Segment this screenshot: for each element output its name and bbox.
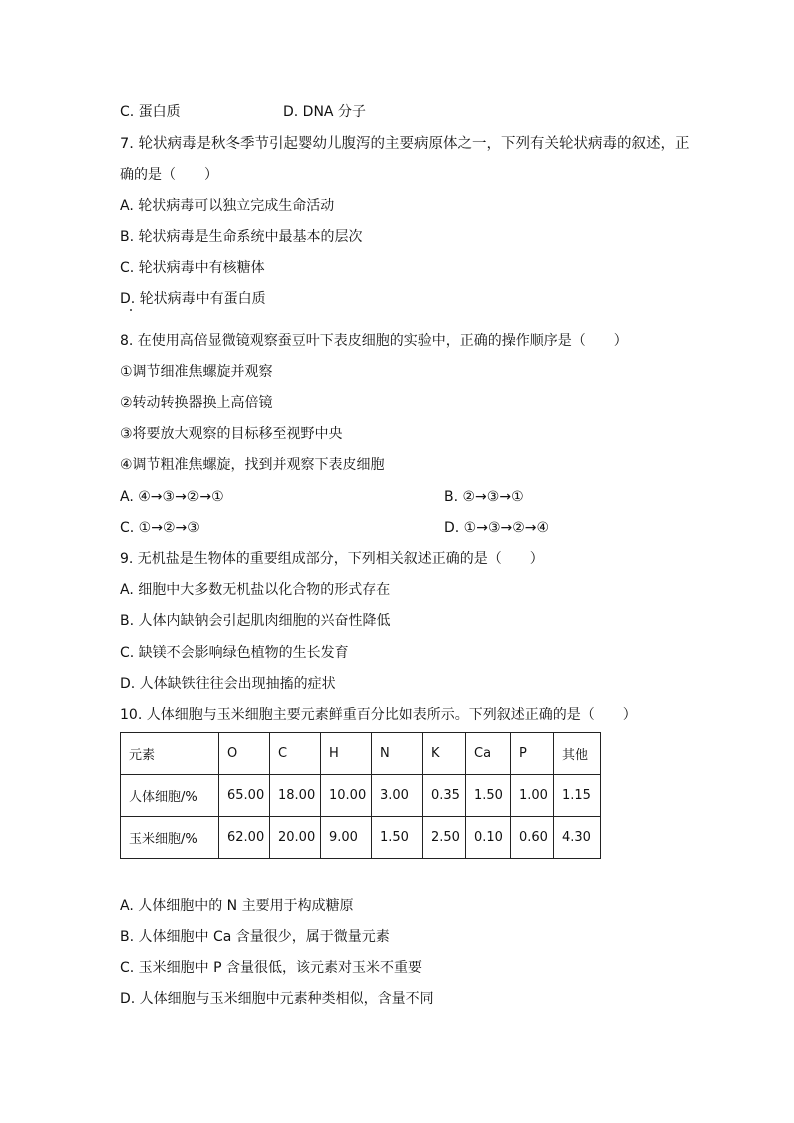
table-row: [121, 775, 601, 817]
table-cell: H: [321, 733, 372, 775]
table-cell: O: [219, 733, 270, 775]
table-cell: Ca: [466, 733, 511, 775]
q8-step-4: ④调节粗准焦螺旋，找到并观察下表皮细胞: [120, 457, 385, 473]
table-cell: 0.35: [423, 775, 466, 817]
q9-option-c: C. 缺镁不会影响绿色植物的生长发育: [120, 645, 349, 661]
table-cell: P: [511, 733, 554, 775]
q7-option-c: C. 轮状病毒中有核糖体: [120, 260, 265, 276]
table-header-row: [121, 733, 601, 775]
q9-option-a: A. 细胞中大多数无机盐以化合物的形式存在: [120, 582, 391, 598]
table-cell: 1.50: [372, 817, 423, 859]
q7-option-a: A. 轮状病毒可以独立完成生命活动: [120, 198, 335, 214]
q8-step-2: ②转动转换器换上高倍镜: [120, 395, 273, 411]
table-cell: C: [270, 733, 321, 775]
q8-option-c: C. ①→②→③: [120, 520, 200, 536]
q10-option-b: B. 人体细胞中 Ca 含量很少，属于微量元素: [120, 929, 390, 945]
table-cell: 62.00: [219, 817, 270, 859]
table-cell: 1.15: [554, 775, 601, 817]
q9-stem: 9. 无机盐是生物体的重要组成部分，下列相关叙述正确的是（ ）: [120, 551, 544, 567]
q10-option-c: C. 玉米细胞中 P 含量很低，该元素对玉米不重要: [120, 960, 423, 976]
table-cell: 0.60: [511, 817, 554, 859]
q7-stem-line1: 7. 轮状病毒是秋冬季节引起婴幼儿腹泻的主要病原体之一，下列有关轮状病毒的叙述，正: [120, 136, 690, 152]
q8-option-a: A. ④→③→②→①: [120, 489, 224, 505]
table-cell: 65.00: [219, 775, 270, 817]
table-cell: 人体细胞/%: [121, 775, 219, 817]
table-cell: K: [423, 733, 466, 775]
q7-option-b: B. 轮状病毒是生命系统中最基本的层次: [120, 229, 363, 245]
q9-option-b: B. 人体内缺钠会引起肌肉细胞的兴奋性降低: [120, 613, 391, 629]
table-cell: 其他: [554, 733, 601, 775]
table-cell: 2.50: [423, 817, 466, 859]
table-cell: 1.50: [466, 775, 511, 817]
q8-option-b: B. ②→③→①: [444, 489, 524, 505]
table-cell: 1.00: [511, 775, 554, 817]
table-cell: 9.00: [321, 817, 372, 859]
q8-option-d: D. ①→③→②→④: [444, 520, 550, 536]
table-cell: 18.00: [270, 775, 321, 817]
q10-option-a: A. 人体细胞中的 N 主要用于构成糖原: [120, 898, 354, 914]
q6-options-row: [120, 102, 366, 122]
q6-option-d: D. DNA 分子: [283, 104, 366, 120]
table-row: [121, 817, 601, 859]
table-cell: 0.10: [466, 817, 511, 859]
table-cell: 3.00: [372, 775, 423, 817]
q8-step-1: ①调节细准焦螺旋并观察: [120, 364, 273, 380]
table-cell: 元素: [121, 733, 219, 775]
q10-option-d: D. 人体细胞与玉米细胞中元素种类相似，含量不同: [120, 991, 434, 1007]
table-cell: 玉米细胞/%: [121, 817, 219, 859]
element-table: [120, 732, 601, 859]
q7-stem-line2: 确的是（ ）: [120, 167, 218, 183]
q8-step-3: ③将要放大观察的目标移至视野中央: [120, 426, 343, 442]
table-cell: 10.00: [321, 775, 372, 817]
table-cell: 4.30: [554, 817, 601, 859]
q6-option-c: C. 蛋白质: [120, 104, 181, 120]
q7-option-d: D. 轮状病毒中有蛋白质: [120, 291, 266, 307]
stray-dot: [130, 309, 132, 311]
q10-stem: 10. 人体细胞与玉米细胞主要元素鲜重百分比如表所示。下列叙述正确的是（ ）: [120, 707, 637, 723]
table-cell: 20.00: [270, 817, 321, 859]
table-cell: N: [372, 733, 423, 775]
q8-stem: 8. 在使用高倍显微镜观察蚕豆叶下表皮细胞的实验中，正确的操作顺序是（ ）: [120, 333, 628, 349]
q9-option-d: D. 人体缺铁往往会出现抽搐的症状: [120, 676, 336, 692]
